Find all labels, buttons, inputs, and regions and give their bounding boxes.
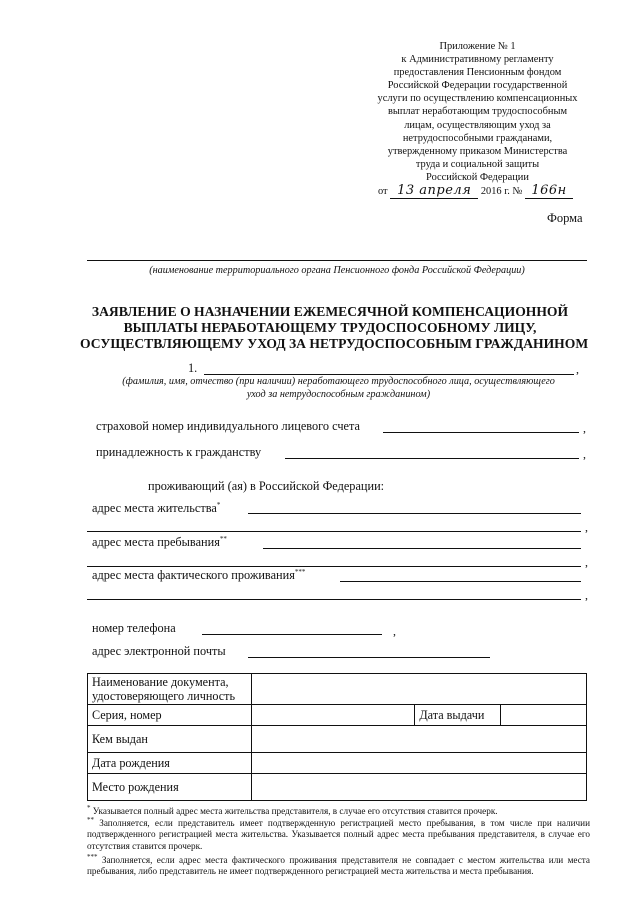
issued-by-label: Кем выдан: [88, 726, 252, 753]
territorial-organ-line[interactable]: [87, 260, 587, 261]
citizenship-label: принадлежность к гражданству: [96, 445, 262, 459]
phone-field[interactable]: [202, 634, 382, 635]
citizenship-field[interactable]: [285, 458, 579, 459]
handwritten-number: 166н: [525, 183, 573, 199]
comma: ,: [583, 447, 586, 461]
issued-by-value[interactable]: [251, 726, 586, 753]
date-prefix: от: [378, 186, 388, 197]
address-actual-field[interactable]: [340, 581, 581, 582]
birth-date-label: Дата рождения: [88, 753, 252, 774]
footnote-mark: *: [216, 501, 221, 509]
title-line: ЗАЯВЛЕНИЕ О НАЗНАЧЕНИИ ЕЖЕМЕСЯЧНОЙ КОМПЕНСАЦИОННОЙ: [91, 304, 569, 319]
snils-label: страховой номер индивидуального лицевого счета: [96, 419, 360, 433]
table-row: [88, 726, 587, 753]
appendix-line: к Административному регламенту: [401, 54, 554, 66]
full-name-caption-1: (фамилия, имя, отчество (при наличии) неработающего трудоспособного лица, осуществляющего: [122, 376, 555, 387]
title-line: ОСУЩЕСТВЛЯЮЩЕМУ УХОД ЗА НЕТРУДОСПОСОБНЫМ ГРАЖДАНИНОМ: [80, 336, 589, 351]
series-number-label: Серия, номер: [88, 705, 252, 726]
handwritten-date: 13 апреля: [390, 183, 478, 199]
appendix-line: труда и социальной защиты: [415, 158, 540, 170]
comma: ,: [576, 362, 579, 376]
territorial-organ-caption: (наименование территориального органа Пенсионного фонда Российской Федерации): [149, 265, 525, 276]
table-row: [88, 753, 587, 774]
address-residence-field[interactable]: [248, 513, 581, 514]
footnote-mark: ***: [87, 853, 98, 861]
address-actual-field-2[interactable]: [87, 599, 581, 600]
footnote-mark: ***: [294, 568, 306, 576]
address-actual-label: адрес места фактического проживания***: [92, 568, 306, 583]
appendix-line: Российской Федерации государственной: [387, 80, 568, 92]
address-stay-field-2[interactable]: [87, 566, 581, 567]
order-date-line: [378, 183, 593, 199]
address-residence-field-2[interactable]: [87, 531, 581, 532]
footnote-1: * Указывается полный адрес места жительства представителя, в случае его отсутствия ставится прочерк.: [87, 804, 498, 817]
footnote-mark: *: [87, 804, 91, 812]
appendix-block: [375, 40, 580, 184]
comma: ,: [393, 624, 396, 638]
id-document-table: [87, 673, 587, 801]
comma: ,: [585, 588, 588, 602]
phone-label: номер телефона: [92, 621, 176, 635]
footnote-mark: **: [219, 535, 227, 543]
section-number: 1.: [188, 361, 198, 375]
table-row: [88, 674, 587, 705]
issue-date-label: Дата выдачи: [415, 705, 501, 726]
title-line: ВЫПЛАТЫ НЕРАБОТАЮЩЕМУ ТРУДОСПОСОБНОМУ ЛИЦУ,: [123, 320, 537, 335]
birth-place-label: Место рождения: [88, 774, 252, 801]
footnote-3: *** Заполняется, если адрес места фактического проживания представителя не совпадает с местом жительства или места пребывания, либо представитель не имеет подтвержденного регистрацией места жительства и места пребывания.: [87, 853, 591, 877]
page-title: [80, 304, 589, 352]
doc-name-label: Наименование документа, удостоверяющего личность: [88, 674, 252, 705]
address-stay-label: адрес места пребывания**: [92, 535, 227, 550]
birth-date-value[interactable]: [251, 753, 586, 774]
appendix-line: Приложение № 1: [439, 41, 516, 52]
address-stay-field[interactable]: [263, 548, 581, 549]
form-label: Форма: [547, 211, 583, 225]
comma: ,: [585, 520, 588, 534]
snils-field[interactable]: [383, 432, 579, 433]
series-number-value[interactable]: [251, 705, 415, 726]
appendix-line: выплат неработающим трудоспособным: [387, 106, 568, 118]
email-label: адрес электронной почты: [92, 644, 226, 658]
appendix-line: нетрудоспособными гражданами,: [402, 132, 553, 144]
appendix-line: услуги по осуществлению компенсационных: [377, 93, 578, 105]
footnote-2: ** Заполняется, если представитель имеет подтвержденную регистрацией место пребывания, в том числе при наличии подтвержденного регистрацией места жительства. Указывается полный адрес места пребывания представителя, в случае его отсутствия ставится прочерк.: [87, 816, 591, 851]
table-row: [88, 705, 587, 726]
appendix-line: утвержденному приказом Министерства: [387, 145, 568, 157]
comma: ,: [583, 421, 586, 435]
appendix-line: лицам, осуществляющим уход за: [404, 119, 551, 131]
birth-place-value[interactable]: [251, 774, 586, 801]
address-residence-label: адрес места жительства*: [92, 501, 221, 516]
full-name-caption-2: уход за нетрудоспособным гражданином): [246, 389, 431, 400]
comma: ,: [585, 555, 588, 569]
table-row: [88, 774, 587, 801]
year-text: 2016 г. №: [480, 186, 523, 197]
appendix-line: предоставления Пенсионным фондом: [393, 67, 562, 79]
email-field[interactable]: [248, 657, 490, 658]
residing-label: проживающий (ая) в Российской Федерации:: [148, 479, 385, 493]
appendix-line: Российской Федерации: [426, 171, 529, 183]
issue-date-value[interactable]: [501, 705, 587, 726]
footnote-mark: **: [87, 816, 94, 824]
doc-name-value[interactable]: [251, 674, 586, 705]
full-name-line[interactable]: [204, 374, 574, 375]
